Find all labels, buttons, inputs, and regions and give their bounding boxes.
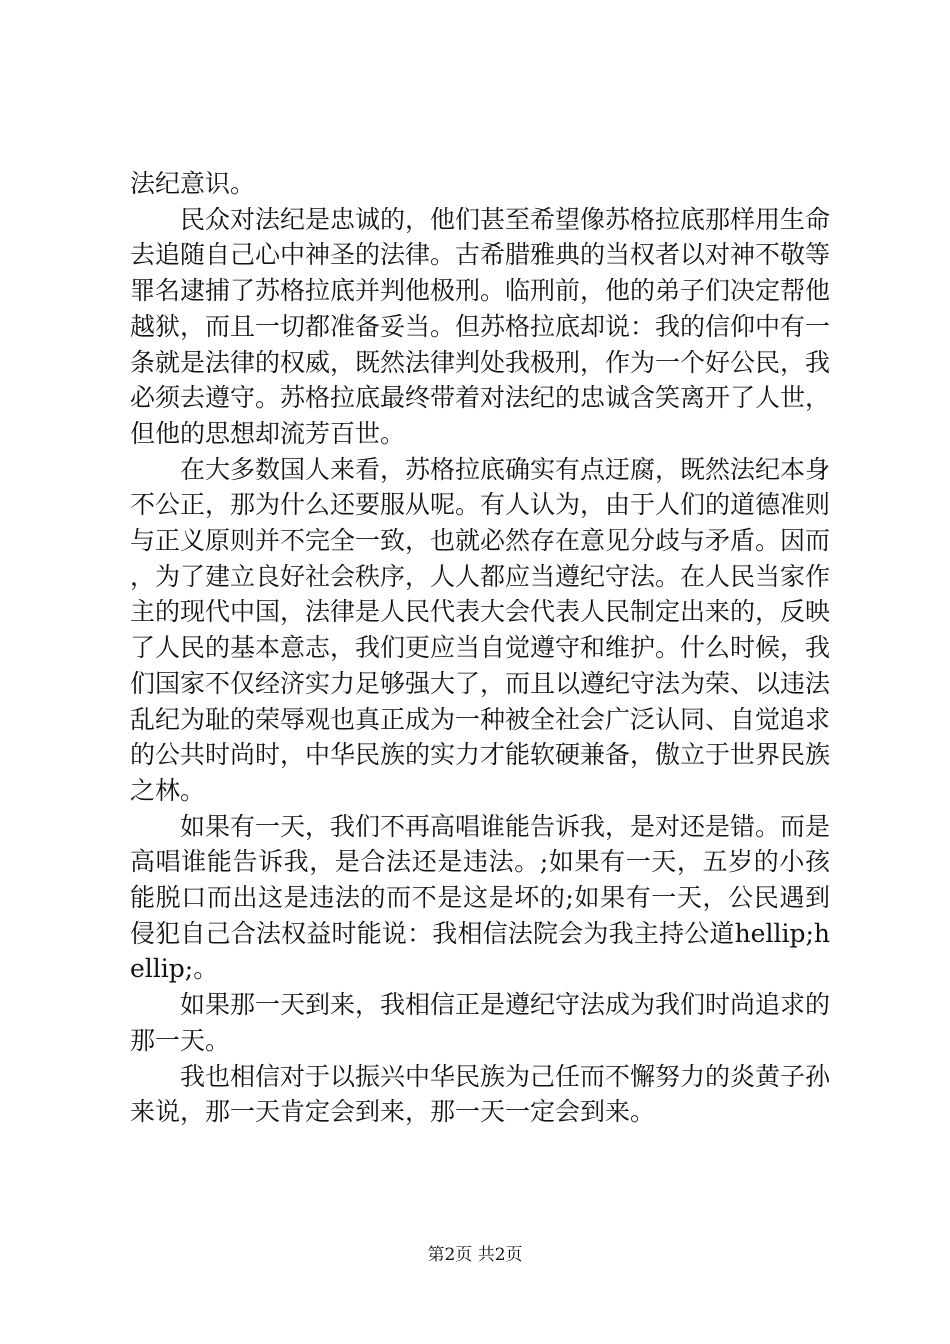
paragraph-6: 我也相信对于以振兴中华民族为己任而不懈努力的炎黄子孙来说，那一天肯定会到来，那一天一定会到来。 — [130, 1061, 831, 1127]
paragraph-2: 民众对法纪是忠诚的，他们甚至希望像苏格拉底那样用生命去追随自己心中神圣的法律。古希腊雅典的当权者以对神不敬等罪名逮捕了苏格拉底并判他极刑。临刑前，他的弟子们决定帮他越狱，而且一切都准备妥当。但苏格拉底却说：我的信仰中有一条就是法律的权威，既然法律判处我极刑，作为一个好公民，我必须去遵守。苏格拉底最终带着对法纪的忠诚含笑离开了人世，但他的思想却流芳百世。 — [130, 204, 831, 448]
page-footer — [0, 1244, 950, 1266]
page-number-label: 第2页 共2页 — [427, 1245, 523, 1265]
paragraph-1: 法纪意识。 — [130, 169, 256, 198]
document-body — [130, 166, 830, 1130]
paragraph-5: 如果那一天到来，我相信正是遵纪守法成为我们时尚追求的那一天。 — [130, 990, 831, 1055]
paragraph-3: 在大多数国人来看，苏格拉底确实有点迂腐，既然法纪本身不公正，那为什么还要服从呢。有人认为，由于人们的道德准则与正义原则并不完全一致，也就必然存在意见分歧与矛盾。因而，为了建立良好社会秩序，人人都应当遵纪守法。在人民当家作主的现代中国，法律是人民代表大会代表人民制定出来的，反映了人民的基本意志，我们更应当自觉遵守和维护。什么时候，我们国家不仅经济实力足够强大了，而且以遵纪守法为荣、以违法乱纪为耻的荣辱观也真正成为一种被全社会广泛认同、自觉追求的公共时尚时，中华民族的实力才能软硬兼备，傲立于世界民族之林。 — [130, 454, 831, 805]
paragraph-4: 如果有一天，我们不再高唱谁能告诉我，是对还是错。而是高唱谁能告诉我，是合法还是违法。;如果有一天，五岁的小孩能脱口而出这是违法的而不是这是坏的;如果有一天，公民遇到侵犯自己合法权益时能说：我相信法院会为我主持公道hellip;hellip;。 — [130, 811, 831, 984]
